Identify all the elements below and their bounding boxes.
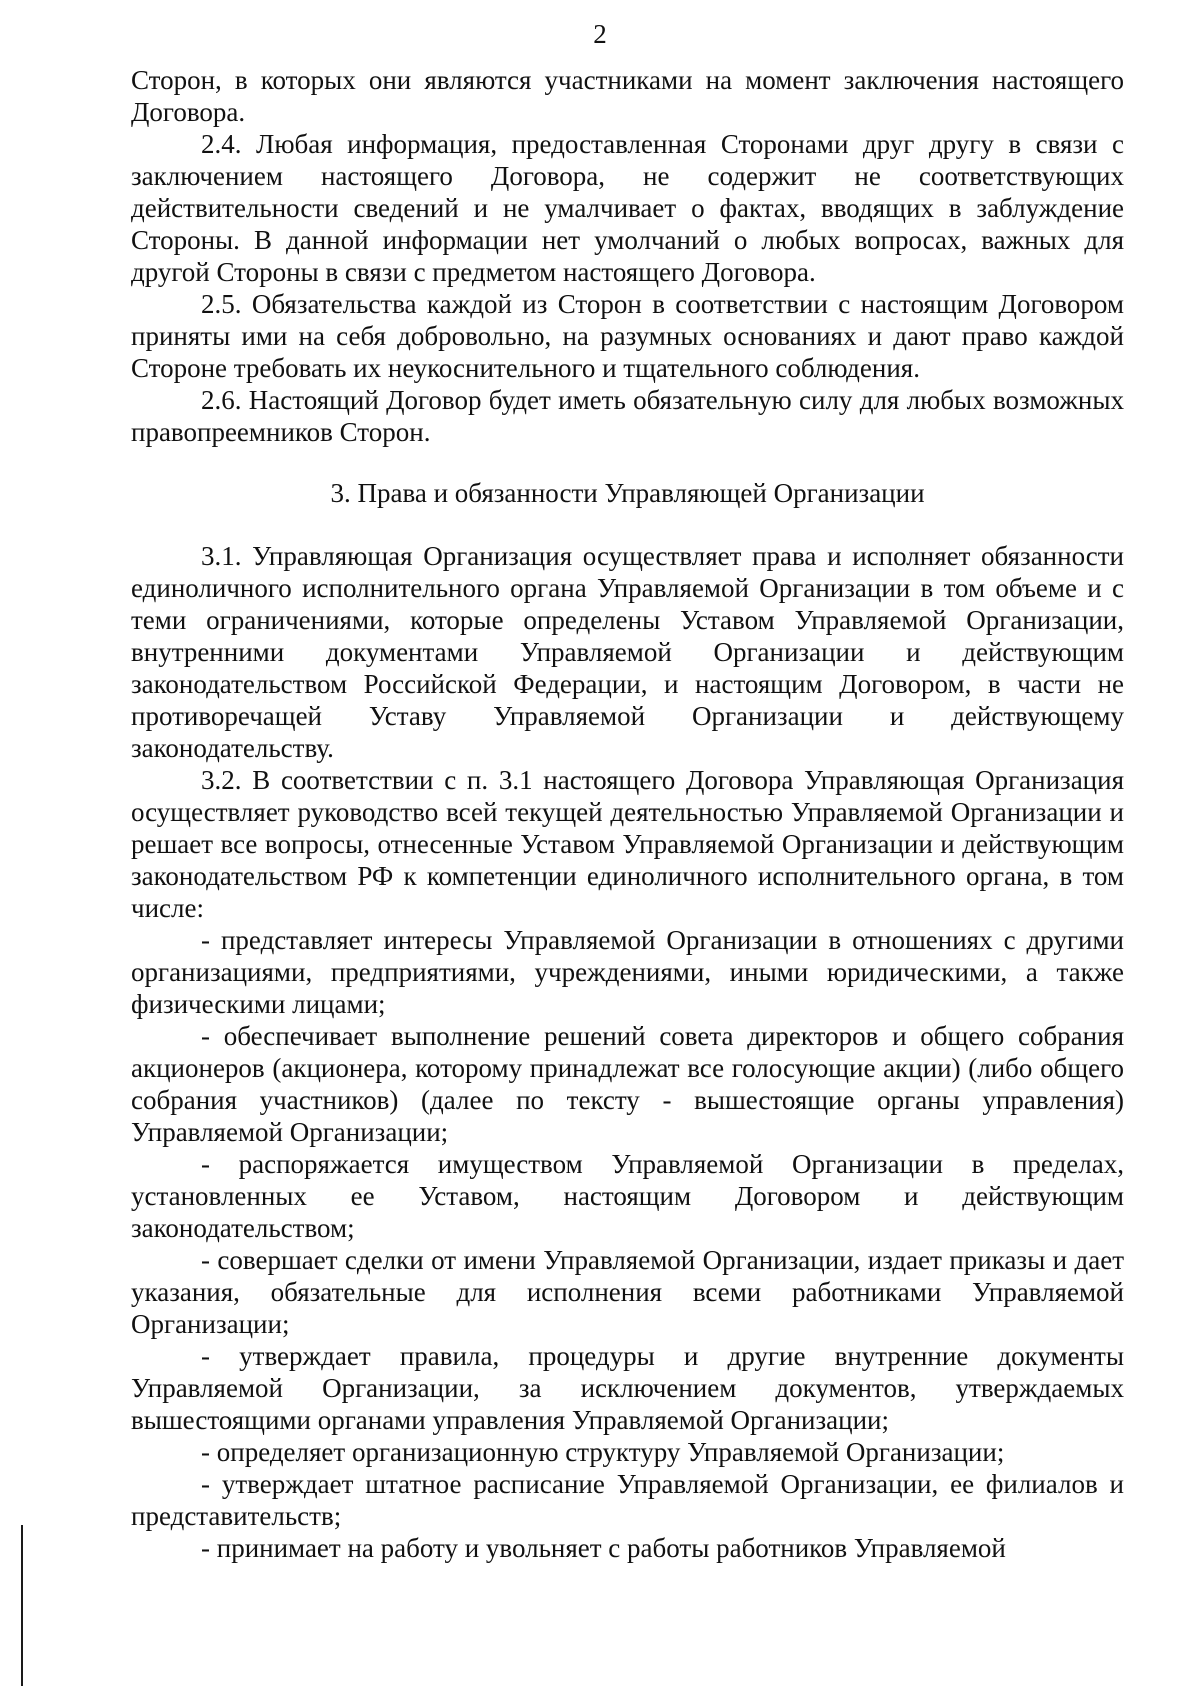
paragraph-3-1: 3.1. Управляющая Организация осуществляет права и исполняет обязанности единоличного исполнительного органа Управляемой Организации в том объеме и с теми ограничениями, которые определены Уставом Управляемой Организации, внутренними документами Управляемой Организации и действующим законодательством Российской Федерации, и настоящим Договором, в части не противоречащей Уставу Управляемой Организации и действующему законодательству. <box>131 541 1124 763</box>
list-item: - определяет организационную структуру Управляемой Организации; <box>201 1437 1005 1467</box>
list-item: - утверждает правила, процедуры и другие внутренние документы Управляемой Организации, за исключением документов, утверждаемых вышестоящими органами управления Управляемой Организации; <box>131 1341 1124 1435</box>
list-item: - представляет интересы Управляемой Организации в отношениях с другими организациями, предприятиями, учреждениями, иными юридическими, а также физическими лицами; <box>131 925 1124 1019</box>
scan-edge-line <box>21 1525 23 1686</box>
document-body <box>131 64 1124 1564</box>
paragraph-2-6: 2.6. Настоящий Договор будет иметь обязательную силу для любых возможных правопреемников Сторон. <box>131 385 1124 447</box>
paragraph-2-5: 2.5. Обязательства каждой из Сторон в соответствии с настоящим Договором приняты ими на себя добровольно, на разумных основаниях и дают право каждой Стороне требовать их неукоснительного и тщательного соблюдения. <box>131 289 1124 383</box>
list-item: - принимает на работу и увольняет с работы работников Управляемой <box>201 1533 1006 1563</box>
paragraph-continuation: Сторон, в которых они являются участниками на момент заключения настоящего Договора. <box>131 65 1124 127</box>
list-item: - обеспечивает выполнение решений совета директоров и общего собрания акционеров (акционера, которому принадлежат все голосующие акции) (либо общего собрания участников) (далее по тексту - вышестоящие органы управления) Управляемой Организации; <box>131 1021 1124 1147</box>
section-3-heading: 3. Права и обязанности Управляющей Организации <box>330 478 925 508</box>
paragraph-3-2: 3.2. В соответствии с п. 3.1 настоящего Договора Управляющая Организация осуществляет руководство всей текущей деятельностью Управляемой Организации и решает все вопросы, отнесенные Уставом Управляемой Организации и действующим законодательством РФ к компетенции единоличного исполнительного органа, в том числе: <box>131 765 1124 923</box>
page-number: 2 <box>593 19 607 49</box>
list-item: - утверждает штатное расписание Управляемой Организации, ее филиалов и представительств; <box>131 1469 1124 1531</box>
list-item: - распоряжается имуществом Управляемой Организации в пределах, установленных ее Уставом, настоящим Договором и действующим законодательством; <box>131 1149 1124 1243</box>
list-item: - совершает сделки от имени Управляемой Организации, издает приказы и дает указания, обязательные для исполнения всеми работниками Управляемой Организации; <box>131 1245 1124 1339</box>
paragraph-2-4: 2.4. Любая информация, предоставленная Сторонами друг другу в связи с заключением настоящего Договора, не содержит не соответствующих действительности сведений и не умалчивает о фактах, вводящих в заблуждение Стороны. В данной информации нет умолчаний о любых вопросах, важных для другой Стороны в связи с предметом настоящего Договора. <box>131 129 1124 287</box>
